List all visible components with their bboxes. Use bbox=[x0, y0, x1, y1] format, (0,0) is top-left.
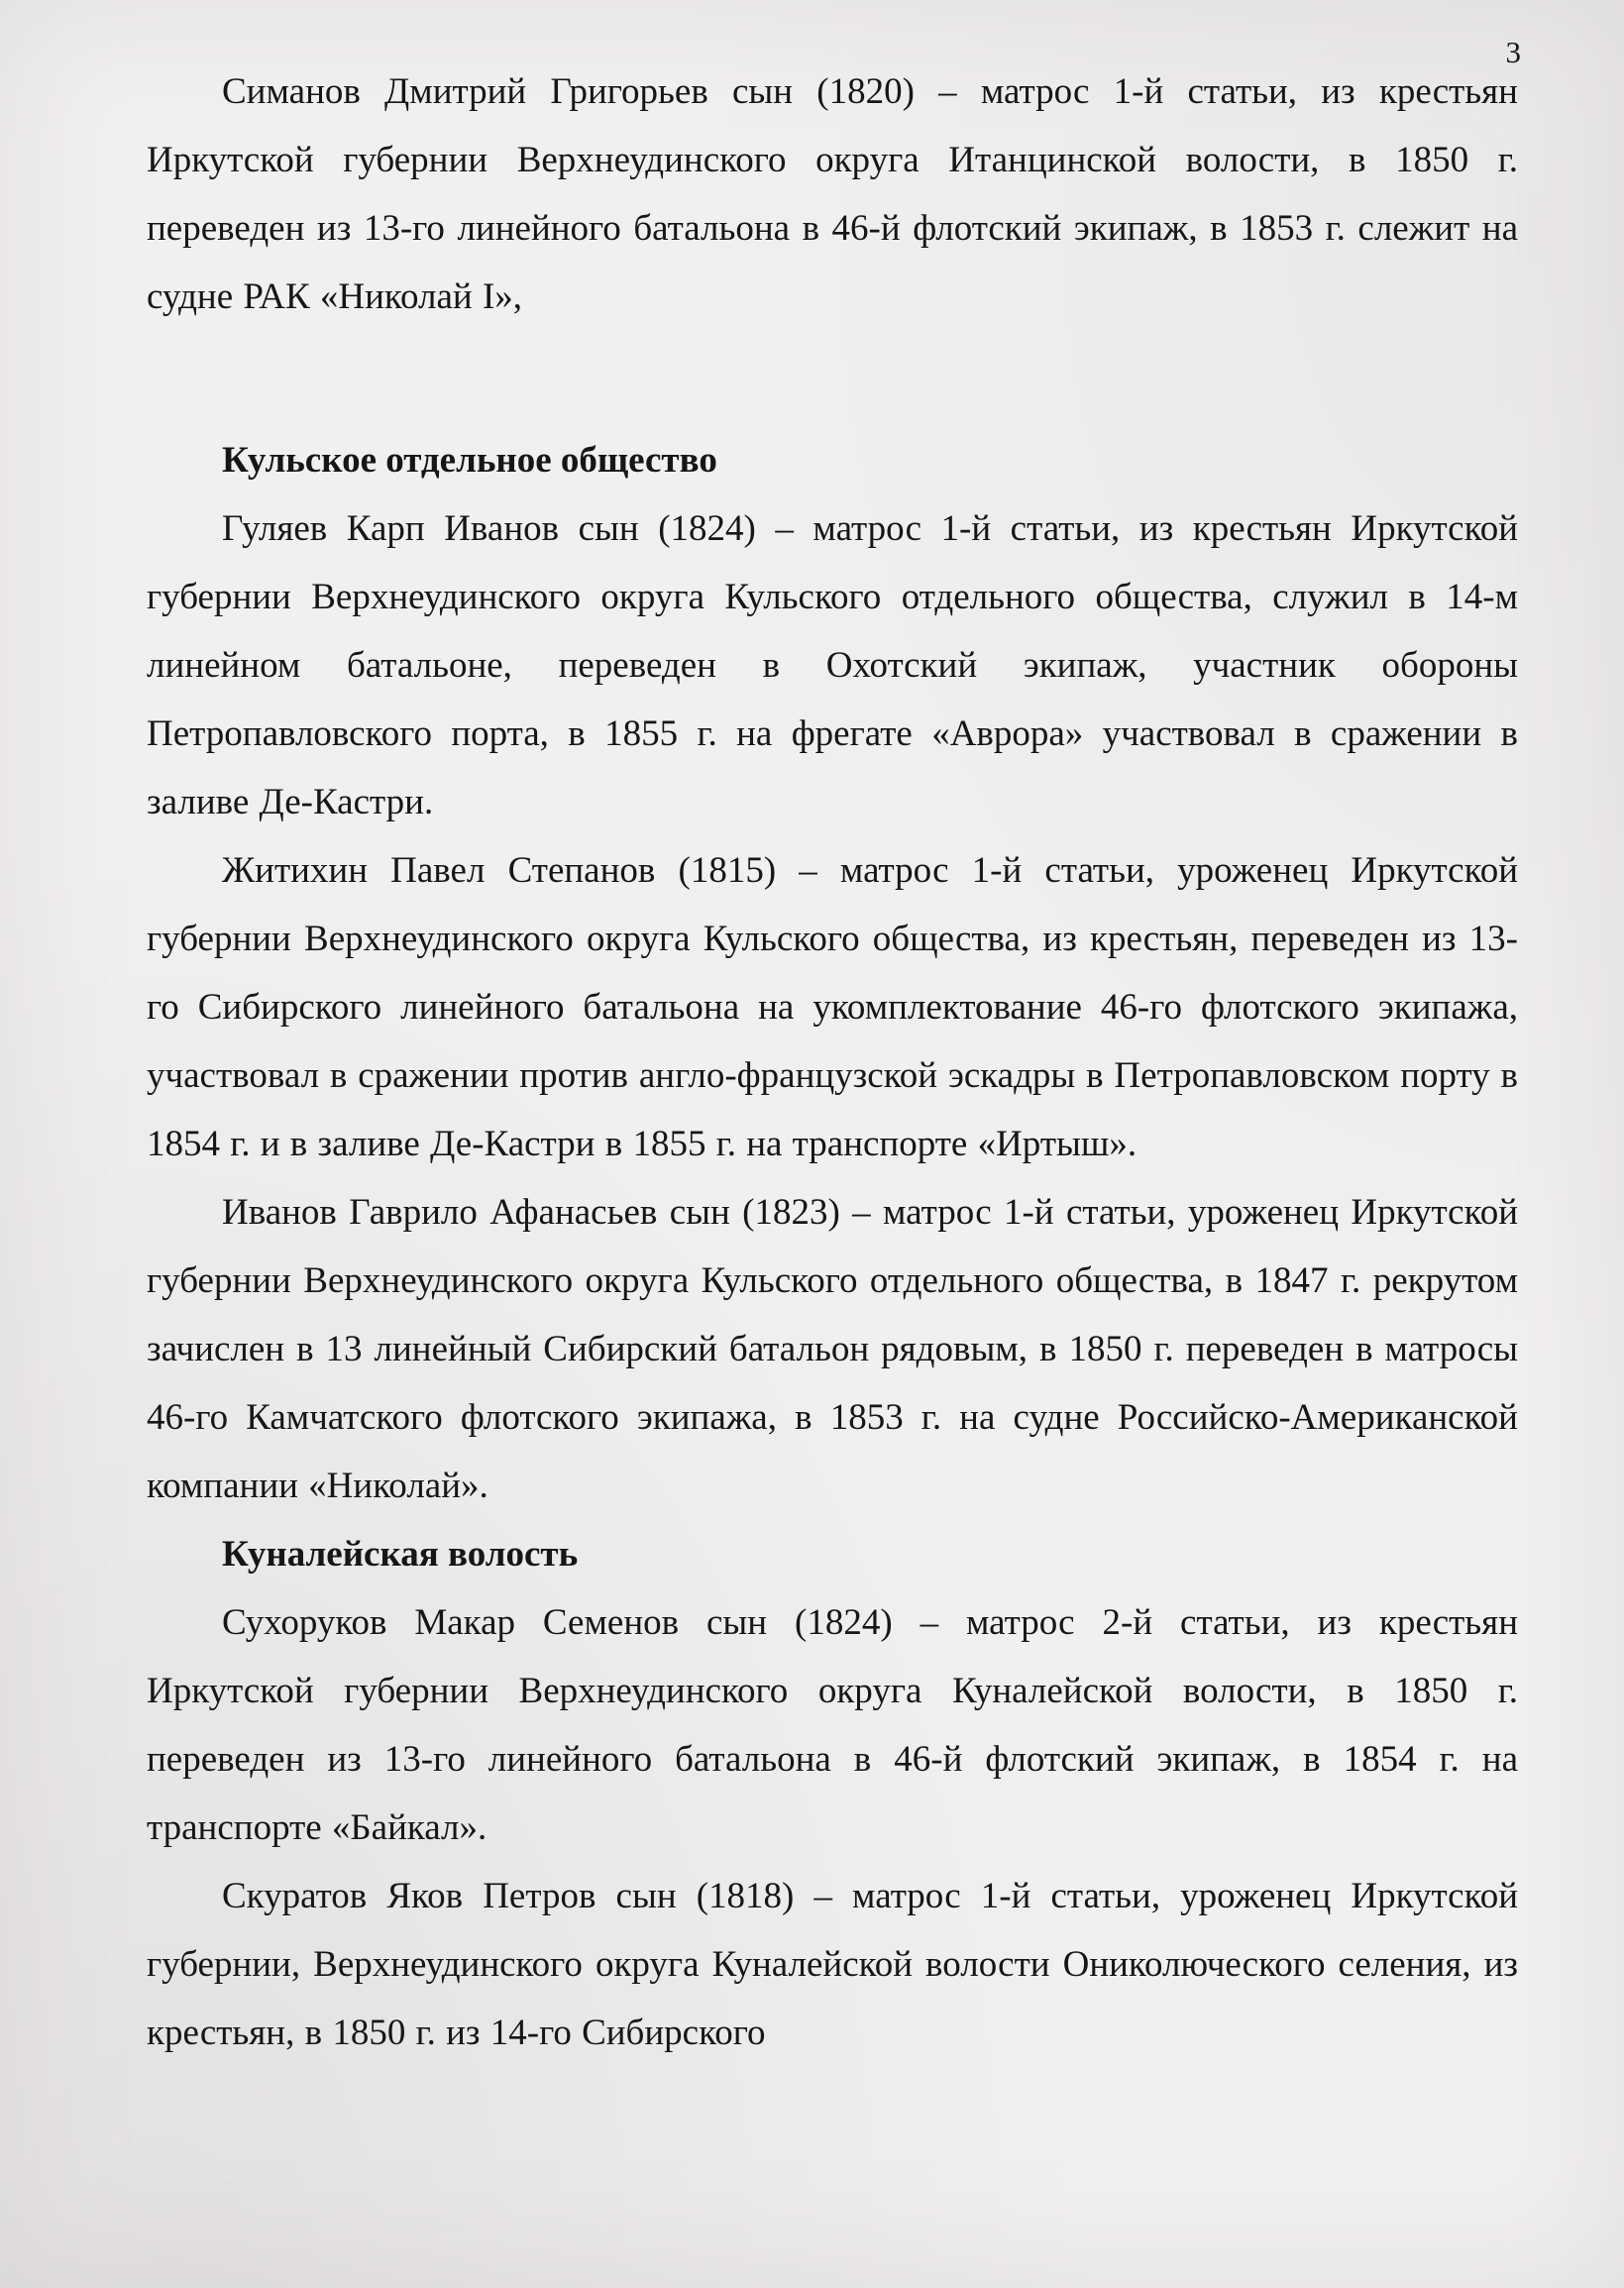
paragraph-skuratov: Скуратов Яков Петров сын (1818) – матрос 1-й статьи, уроженец Иркутской губернии, Верхнеудинского округа Куналейской волости Ониколюческого селения, из крестьян, в 1850 г. из 14-го Сибирского bbox=[147, 1876, 1518, 2053]
paragraph-sukhorukov: Сухоруков Макар Семенов сын (1824) – матрос 2-й статьи, из крестьян Иркутской губернии Верхнеудинского округа Куналейской волости, в 1850 г. переведен из 13-го линейного батальона в 46-й флотский экипаж, в 1854 г. на транспорте «Байкал». bbox=[147, 1602, 1518, 1848]
document-body bbox=[147, 57, 1518, 2067]
paragraph-ivanov: Иванов Гаврило Афанасьев сын (1823) – матрос 1-й статьи, уроженец Иркутской губернии Верхнеудинского округа Кульского отдельного общества, в 1847 г. рекрутом зачислен в 13 линейный Сибирский батальон рядовым, в 1850 г. переведен в матросы 46-го Камчатского флотского экипажа, в 1853 г. на судне Российско-Американской компании «Николай». bbox=[147, 1192, 1518, 1506]
section-heading-kunaleyskaya-volost: Куналейская волость bbox=[222, 1534, 579, 1575]
paragraph-gulyaev: Гуляев Карп Иванов сын (1824) – матрос 1-й статьи, из крестьян Иркутской губернии Верхнеудинского округа Кульского отдельного общества, служил в 14-м линейном батальоне, переведен в Охотский экипаж, участник обороны Петропавловского порта, в 1855 г. на фрегате «Аврора» участвовал в сражении в заливе Де-Кастри. bbox=[147, 508, 1518, 822]
page-number: 3 bbox=[1505, 35, 1521, 69]
paragraph-simanov: Симанов Дмитрий Григорьев сын (1820) – матрос 1-й статьи, из крестьян Иркутской губернии Верхнеудинского округа Итанцинской волости, в 1850 г. переведен из 13-го линейного батальона в 46-й флотский экипаж, в 1853 г. слежит на судне РАК «Николай I», bbox=[147, 71, 1518, 317]
paragraph-zhitikhin: Житихин Павел Степанов (1815) – матрос 1-й статьи, уроженец Иркутской губернии Верхнеудинского округа Кульского общества, из крестьян, переведен из 13-го Сибирского линейного батальона на укомплектование 46-го флотского экипажа, участвовал в сражении против англо-французской эскадры в Петропавловском порту в 1854 г. и в заливе Де-Кастри в 1855 г. на транспорте «Иртыш». bbox=[147, 850, 1518, 1164]
section-heading-kulskoe-obshchestvo: Кульское отдельное общество bbox=[222, 440, 717, 481]
